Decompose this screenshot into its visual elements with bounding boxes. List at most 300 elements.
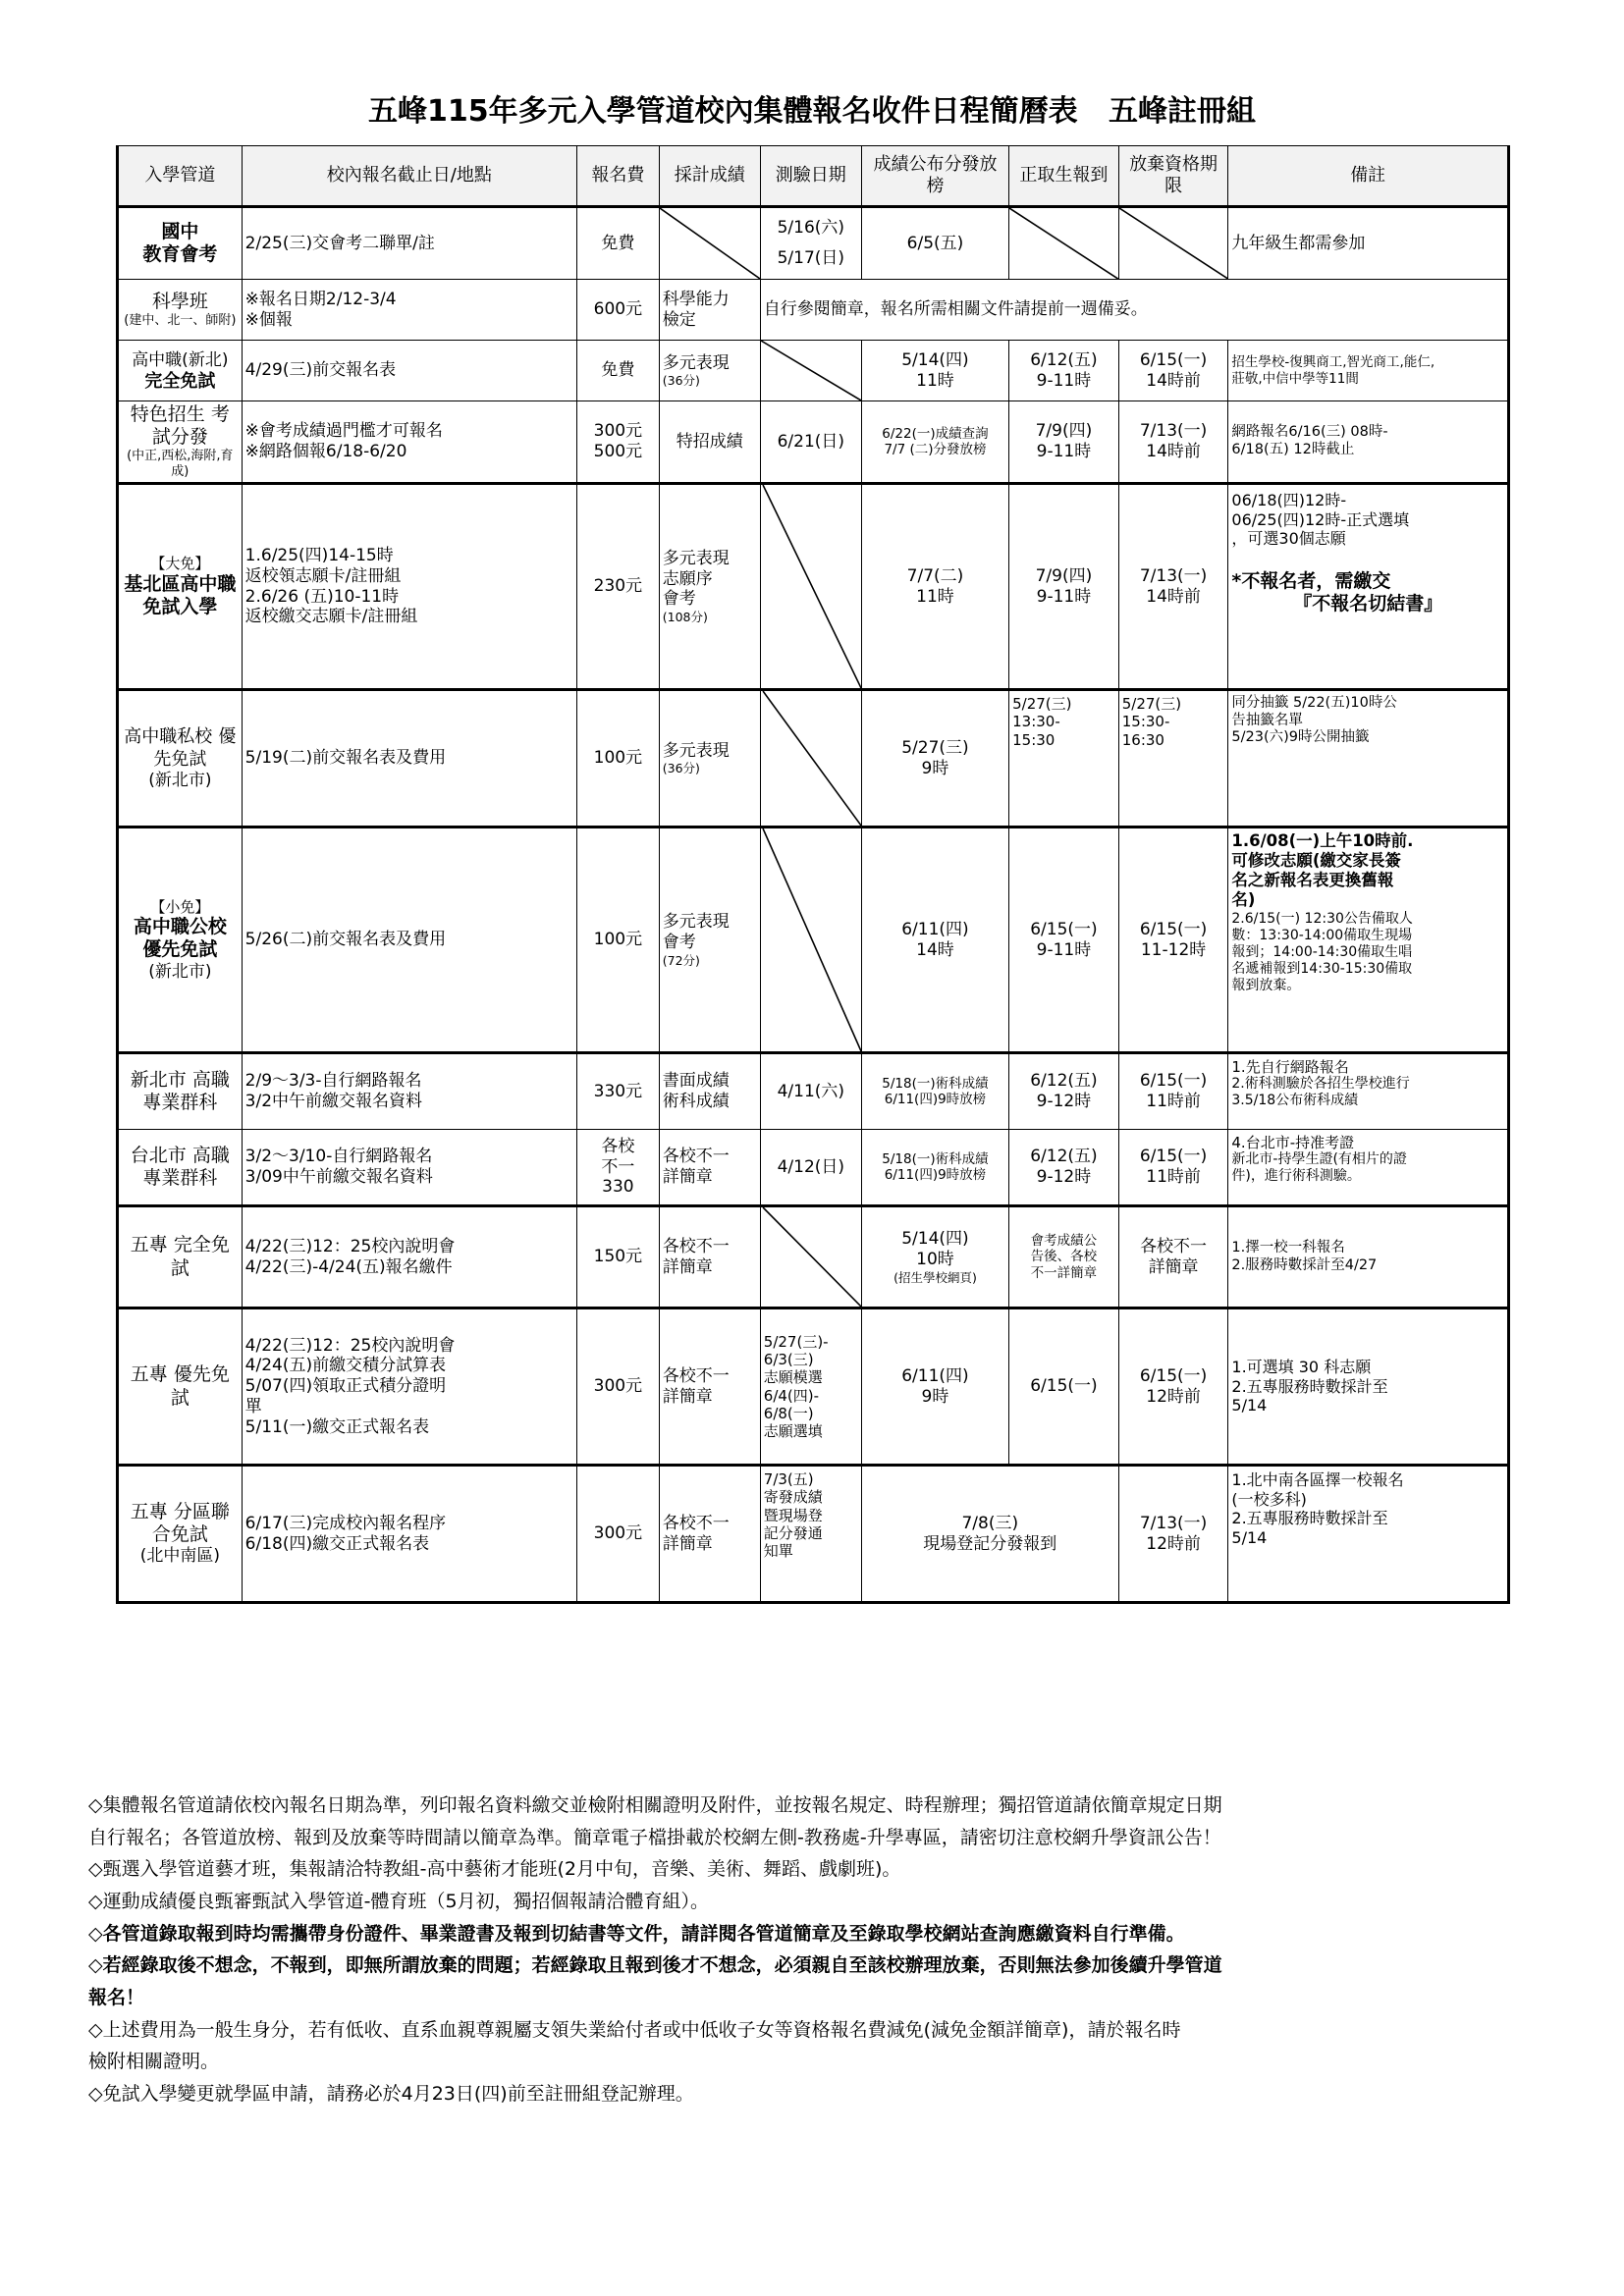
channel-line2: 優先免試 [153,726,237,771]
score-line1: 多元表現 [662,912,730,933]
cell-deadline [242,401,576,484]
score-line3: 會考 [662,589,696,610]
fee-line2: 500元 [593,442,643,462]
announce-line1: 5/18(一)術科成績 [882,1075,989,1092]
channel-line2: 免試入學 [142,595,218,617]
waive-line1: 各校不一 [1140,1236,1208,1256]
announce-line2: 9時 [921,1386,949,1407]
table-row [118,828,1509,1053]
score-line1: 多元表現 [662,548,730,568]
footnote-line: ◇集體報名管道請依校內報名日期為準，列印報名資料繳交並檢附相關證明及附件，並按報名規定、時程辦理；獨招管道請依簡章規定日期 [88,1794,1222,1816]
cell-fee: 300元 [577,1308,660,1466]
remark-line9: 報到放棄。 [1231,977,1301,993]
col-header-channel: 入學管道 [118,146,243,207]
cell-exam-date: 6/21(日) [760,401,861,484]
cell-channel [118,280,243,341]
announce-line2: 6/11(四)9時放榜 [884,1092,987,1108]
score-line2: 詳簡章 [662,1256,713,1277]
cell-exam-empty [760,484,861,690]
score-line1: 各校不一 [662,1147,730,1167]
channel-line1: 高中職(新北) [132,349,229,370]
col-header-score: 採計成績 [659,146,760,207]
score-line1: 各校不一 [662,1236,730,1256]
footnote-line: ◇甄選入學管道藝才班，集報請洽特教組-高中藝術才能班(2月中旬，音樂、美術、舞蹈、戲劇班)。 [88,1858,901,1881]
cell-deadline [242,484,576,690]
cell-score [659,828,760,1053]
remark-line7: 報到；14:00-14:30備取生唱 [1231,943,1413,960]
cell-channel [118,207,243,280]
cell-waive [1118,1466,1228,1603]
cell-exam-empty [760,1206,861,1308]
deadline-line1: 1.6/25(四)14-15時 [244,546,394,566]
cell-score-empty [659,207,760,280]
cell-remark [1228,690,1509,828]
exam-date-line2: 5/17(日) [777,248,845,268]
cell-fee: 330元 [577,1053,660,1130]
cell-deadline [242,1466,576,1603]
remark-line4: 名) [1231,890,1256,910]
report-line2: 9-11時 [1036,586,1092,607]
waive-line2: 12時前 [1146,1533,1201,1554]
remark-line3: 3.5/18公布術科成績 [1231,1093,1359,1109]
remark-line3: 名之新報名表更換舊報 [1231,871,1394,890]
cell-waive [1118,1206,1228,1308]
cell-score [659,690,760,828]
score-line3: (72分) [662,952,700,968]
page-title-org: 五峰註冊組 [1108,94,1256,129]
cell-channel [118,1308,243,1466]
waive-line2: 14時前 [1146,442,1201,462]
cell-announce [861,1053,1008,1130]
remark-line2: 新北市-持學生證(有相片的證 [1231,1151,1407,1168]
page-title-part1: 五峰115年多元入學管道 [368,94,695,129]
cell-announce [861,401,1008,484]
channel-sub: (新北市) [148,771,212,791]
admission-schedule-table [116,145,1510,1604]
cell-remark [1228,1466,1509,1603]
fee-line2: 不一 [601,1156,635,1177]
cell-report-empty [1009,207,1119,280]
deadline-line2: 3/2中午前繳交報名資料 [244,1092,423,1112]
cell-exam-date: 4/12(日) [760,1130,861,1206]
cell-score [659,484,760,690]
channel-line2: 分區聯合免試 [151,1501,230,1546]
cell-waive [1118,828,1228,1053]
remark-line2: 告抽籤名單 [1231,712,1303,728]
cell-waive [1118,1053,1228,1130]
channel-tag: 【小免】 [150,897,210,916]
cell-announce [861,484,1008,690]
remark-line1: 1.先自行網路報名 [1231,1058,1349,1077]
cell-waive [1118,341,1228,401]
col-header-waive: 放棄資格期限 [1118,146,1228,207]
cell-remark [1228,1206,1509,1308]
remark-line1: 同分抽籤 5/22(五)10時公 [1231,695,1397,712]
deadline-line4: 單 [244,1396,262,1416]
footnote-line: ◇上述費用為一般生身分，若有低收、直系血親尊親屬支領失業給付者或中低收子女等資格報名費減免(減免金額詳簡章)，請於報名時 [88,2018,1181,2041]
score-line1: 多元表現 [662,740,730,761]
cell-exam-empty [760,690,861,828]
announce-line2: 現場登記分發報到 [923,1533,1057,1554]
cell-channel [118,1466,243,1603]
footnote-line: 檢附相關證明。 [88,2051,220,2073]
table-row [118,341,1509,401]
deadline-line4: 返校繳交志願卡/註冊組 [244,607,418,627]
cell-fee: 300元 [577,1466,660,1603]
announce-line1: 5/14(四) [901,349,969,370]
cell-fee: 免費 [577,341,660,401]
waive-line1: 7/13(一) [1139,421,1208,442]
cell-deadline [242,1130,576,1206]
table-row [118,401,1509,484]
cell-fee: 150元 [577,1206,660,1308]
score-line2: 詳簡章 [662,1167,713,1188]
deadline-line2: 3/09中午前繳交報名資料 [244,1167,433,1188]
deadline-line1: ※報名日期2/12-3/4 [244,289,397,309]
remark-line2: 2.服務時數採計至4/27 [1231,1256,1378,1273]
cell-fee [577,1130,660,1206]
cell-remark [1228,401,1509,484]
col-header-remark: 備註 [1228,146,1509,207]
channel-line1: 五專 [130,1501,168,1523]
cell-score [659,1466,760,1603]
remark-line2: 2.術科測驗於各招生學校進行 [1231,1076,1410,1093]
score-line2: (36分) [662,761,700,776]
report-line1: 6/15(一) [1030,919,1098,939]
cell-score [659,280,760,341]
cell-waive [1118,690,1228,828]
channel-sub: (新北市) [148,961,212,982]
cell-remark [1228,828,1509,1053]
cell-report [1009,1206,1119,1308]
cell-deadline: 4/29(三)前交報名表 [242,341,576,401]
deadline-line2: 6/18(四)繳交正式報名表 [244,1533,430,1554]
report-line2: 9-12時 [1036,1167,1092,1188]
cell-channel [118,828,243,1053]
cell-channel [118,341,243,401]
cell-remark [1228,1053,1509,1130]
footnote-line: ◇若經錄取後不想念，不報到，即無所謂放棄的問題；若經錄取且報到後才不想念，必須親自至該校辦理放棄，否則無法參加後續升學管道 [88,1954,1222,1977]
remark-line8: 名遞補報到14:30-15:30備取 [1231,960,1413,977]
score-line1: 科學能力 [662,289,730,309]
remark-line4: *不報名者，需繳交 [1231,569,1391,592]
channel-sub: (建中、北一、師附) [124,313,237,329]
deadline-line1: ※會考成績過門檻才可報名 [244,421,443,442]
cell-announce: 6/5(五) [861,207,1008,280]
cell-waive [1118,1130,1228,1206]
waive-line2: 15:30- [1121,713,1170,731]
remark-line6: 數：13:30-14:00備取生現場 [1231,927,1413,943]
channel-sub: (中正,西松,海附,育成) [127,449,234,480]
announce-line1: 6/11(四) [901,1365,969,1386]
announce-line1: 5/27(三) [901,737,969,758]
channel-line2: 教育會考 [142,243,218,265]
announce-line2: 9時 [921,758,949,778]
table-header-row [118,146,1509,207]
cell-announce [861,1308,1008,1466]
remark-line1: 1.擇一校一科報名 [1231,1239,1345,1255]
cell-deadline [242,1206,576,1308]
footnote-line: 報名！ [88,1987,145,2009]
score-line2: 志願序 [662,568,713,589]
channel-line1: 高中職公校 [133,916,227,938]
score-line2: (36分) [662,373,700,389]
exam-line2: 寄發成績 [763,1488,823,1507]
remark-line1: 招生學校-復興商工,智光商工,能仁, [1231,354,1435,371]
deadline-line5: 5/11(一)繳交正式報名表 [244,1416,430,1437]
cell-announce [861,1466,1118,1603]
waive-line2: 14時前 [1146,370,1201,391]
cell-channel [118,1206,243,1308]
score-line2: 詳簡章 [662,1533,713,1554]
footnotes-section [88,1789,1551,2110]
cell-exam-date: 4/11(六) [760,1053,861,1130]
col-header-deadline: 校內報名截止日/地點 [242,146,576,207]
deadline-line1: 6/17(三)完成校內報名程序 [244,1513,447,1533]
channel-line2: 優先免試 [142,938,218,961]
footnote-line: ◇運動成績優良甄審甄試入學管道-體育班（5月初，獨招個報請洽體育組）。 [88,1891,710,1913]
table-row [118,1466,1509,1603]
channel-line1: 五專 [130,1234,168,1256]
report-line2: 9-12時 [1036,1092,1092,1112]
announce-line1: 5/14(四) [901,1229,969,1250]
footnote-line: ◇免試入學變更就學區申請，請務必於4月23日(四)前至註冊組登記辦理。 [88,2083,694,2106]
cell-fee: 100元 [577,828,660,1053]
remark-line3: ，可選30個志願 [1231,529,1346,549]
waive-line2: 12時前 [1146,1386,1201,1407]
cell-channel [118,1053,243,1130]
waive-line1: 6/15(一) [1139,919,1208,939]
remark-line1: 4.台北市-持准考證 [1231,1134,1355,1152]
waive-line1: 6/15(一) [1139,349,1208,370]
remark-line2: (一校多科) [1231,1489,1307,1509]
waive-line1: 7/13(一) [1139,565,1208,586]
waive-line2: 11時前 [1146,1167,1201,1188]
waive-line2: 詳簡章 [1148,1256,1199,1277]
table-row [118,690,1509,828]
score-line1: 多元表現 [662,352,730,373]
report-line1: 5/27(三) [1012,695,1072,714]
announce-line2: 7/7 (二)分發放榜 [884,442,987,458]
report-line2: 告後、各校 [1030,1249,1098,1265]
announce-line2: 10時 [916,1249,954,1269]
cell-score [659,1130,760,1206]
deadline-line3: 5/07(四)領取正式積分證明 [244,1376,447,1397]
score-line2: 會考 [662,932,696,952]
cell-exam-date [760,1466,861,1603]
remark-line2: 可修改志願(繳交家長簽 [1231,851,1401,871]
exam-line4: 6/4(四)- [763,1386,820,1405]
cell-report [1009,828,1119,1053]
remark-line2: 6/18(五) 12時截止 [1231,442,1355,458]
cell-remark [1228,484,1509,690]
table-row [118,1206,1509,1308]
report-line1: 6/12(五) [1030,1147,1098,1167]
announce-line2: 11時 [916,370,954,391]
report-line1: 6/12(五) [1030,349,1098,370]
fee-line1: 各校 [601,1136,635,1156]
channel-line2: 高職 [191,1144,230,1166]
cell-channel [118,401,243,484]
col-header-fee: 報名費 [577,146,660,207]
announce-line1: 7/7(二) [906,565,964,586]
cell-report [1009,341,1119,401]
cell-report [1009,690,1119,828]
cell-score [659,341,760,401]
announce-line1: 5/18(一)術科成績 [882,1150,989,1167]
channel-line1: 特色招生 [130,403,205,425]
report-line2: 13:30- [1012,713,1060,731]
col-header-announce: 成績公布分發放榜 [861,146,1008,207]
cell-waive [1118,1308,1228,1466]
channel-line2: 完全免試 [144,371,216,393]
page-title-part-bold: 校內 [694,94,754,129]
cell-deadline [242,280,576,341]
table-row [118,1308,1509,1466]
remark-line2: 2.五專服務時數採計至 [1231,1376,1388,1396]
cell-deadline: 5/26(二)前交報名表及費用 [242,828,576,1053]
cell-report [1009,1130,1119,1206]
cell-channel [118,1130,243,1206]
waive-line2: 11-12時 [1140,939,1207,960]
cell-report [1009,1308,1119,1466]
cell-fee [577,401,660,484]
score-line1: 各校不一 [662,1365,730,1386]
exam-line3: 暨現場登 [763,1506,823,1524]
announce-line2: 11時 [916,586,954,607]
cell-score [659,1206,760,1308]
cell-announce [861,828,1008,1053]
report-line1: 6/12(五) [1030,1071,1098,1092]
cell-waive-empty [1118,207,1228,280]
cell-exam-date [760,1308,861,1466]
report-line2: 9-11時 [1036,442,1092,462]
channel-line1: 基北區高中職 [124,572,237,595]
cell-score [659,1308,760,1466]
announce-line2: 14時 [916,939,954,960]
channel-line3: 專業群科 [142,1167,218,1190]
cell-announce [861,341,1008,401]
score-line2: 術科成績 [662,1092,730,1112]
channel-line1: 國中 [161,220,199,242]
remark-line5: 2.6/15(一) 12:30公告備取人 [1231,910,1413,927]
report-line1: 7/9(四) [1035,421,1093,442]
cell-score: 特招成績 [659,401,760,484]
cell-waive [1118,484,1228,690]
channel-line3: 專業群科 [142,1092,218,1114]
deadline-line2: 返校領志願卡/註冊組 [244,565,402,586]
cell-exam-date [760,207,861,280]
waive-line1: 6/15(一) [1139,1071,1208,1092]
deadline-line2: ※網路個報6/18-6/20 [244,442,407,462]
score-line4: (108分) [662,610,708,625]
cell-exam-empty [760,341,861,401]
remark-line3: 5/14 [1231,1396,1268,1415]
remark-line2: 06/25(四)12時-正式選填 [1231,509,1410,529]
cell-score [659,1053,760,1130]
cell-fee: 免費 [577,207,660,280]
waive-line2: 14時前 [1146,586,1201,607]
exam-line5: 知單 [763,1542,793,1561]
channel-line1: 新北市 [130,1068,187,1091]
deadline-line1: 2/9～3/3-自行網路報名 [244,1071,422,1092]
report-line1: 會考成績公 [1030,1232,1098,1249]
table-row [118,1130,1509,1206]
remark-line1: 1.北中南各區擇一校報名 [1231,1470,1404,1490]
score-line2: 檢定 [662,309,696,330]
cell-announce [861,1206,1008,1308]
exam-line1: 5/27(三)- [763,1332,829,1351]
deadline-line2: 4/24(五)前繳交積分試算表 [244,1356,447,1376]
cell-channel [118,484,243,690]
waive-line1: 6/15(一) [1139,1365,1208,1386]
deadline-line3: 2.6/26 (五)10-11時 [244,586,400,607]
waive-line1: 6/15(一) [1139,1147,1208,1167]
remark-line1: 網路報名6/16(三) 08時- [1231,424,1388,441]
fee-line3: 330 [602,1177,634,1198]
cell-deadline [242,1308,576,1466]
remark-line4: 5/14 [1231,1527,1268,1547]
col-header-exam-date: 測驗日期 [760,146,861,207]
announce-line3: (招生學校網頁) [893,1269,977,1285]
cell-deadline [242,1053,576,1130]
channel-line2: 優先免試 [170,1363,230,1409]
remark-line3: 2.五專服務時數採計至 [1231,1509,1388,1528]
cell-deadline: 5/19(二)前交報名表及費用 [242,690,576,828]
exam-line3: 志願模選 [763,1368,823,1387]
channel-line1: 台北市 [130,1144,187,1166]
report-line1: 7/9(四) [1035,565,1093,586]
remark-line1: 06/18(四)12時- [1231,491,1347,510]
cell-announce [861,1130,1008,1206]
table-row [118,280,1509,341]
deadline-line1: 3/2～3/10-自行網路報名 [244,1147,433,1167]
cell-channel [118,690,243,828]
announce-line1: 6/22(一)成績查詢 [882,425,989,442]
report-line3: 15:30 [1012,730,1056,749]
cell-report [1009,1053,1119,1130]
report-line1: 6/15(一) [1030,1376,1098,1397]
cell-report [1009,401,1119,484]
cell-waive [1118,401,1228,484]
announce-line1: 7/8(三) [961,1513,1019,1533]
cell-remark [1228,1130,1509,1206]
exam-line5: 6/8(一) [763,1404,814,1422]
exam-line1: 7/3(五) [763,1470,814,1489]
page-title-part2: 集體報名收件日程簡曆表 [753,94,1078,129]
cell-fee: 100元 [577,690,660,828]
footnote-line: ◇各管道錄取報到時均需攜帶身份證件、畢業證書及報到切結書等文件，請詳閱各管道簡章及至錄取學校網站查詢應繳資料自行準備。 [88,1922,1185,1945]
fee-line1: 300元 [593,421,643,442]
channel-tag: 【大免】 [150,555,210,573]
cell-exam-empty [760,828,861,1053]
table-row [118,484,1509,690]
cell-announce [861,690,1008,828]
cell-fee: 230元 [577,484,660,690]
channel-line1: 五專 [130,1363,168,1386]
exam-date-line1: 5/16(六) [777,218,845,239]
cell-report [1009,484,1119,690]
channel-sub: (北中南區) [139,1546,220,1567]
channel-line2: 完全免試 [170,1234,230,1279]
remark-line3: 5/23(六)9時公開抽籤 [1231,729,1370,746]
remark-line5: 『不報名切結書』 [1293,592,1443,614]
table-row [118,207,1509,280]
cell-merged-note: 自行參閱簡章，報名所需相關文件請提前一週備妥。 [760,280,1508,341]
footnote-line: 自行報名；各管道放榜、報到及放棄等時間請以簡章為準。簡章電子檔掛載於校網左側-教務處-升學專區，請密切注意校網升學資訊公告！ [88,1826,1221,1848]
cell-remark [1228,341,1509,401]
col-header-report: 正取生報到 [1009,146,1119,207]
